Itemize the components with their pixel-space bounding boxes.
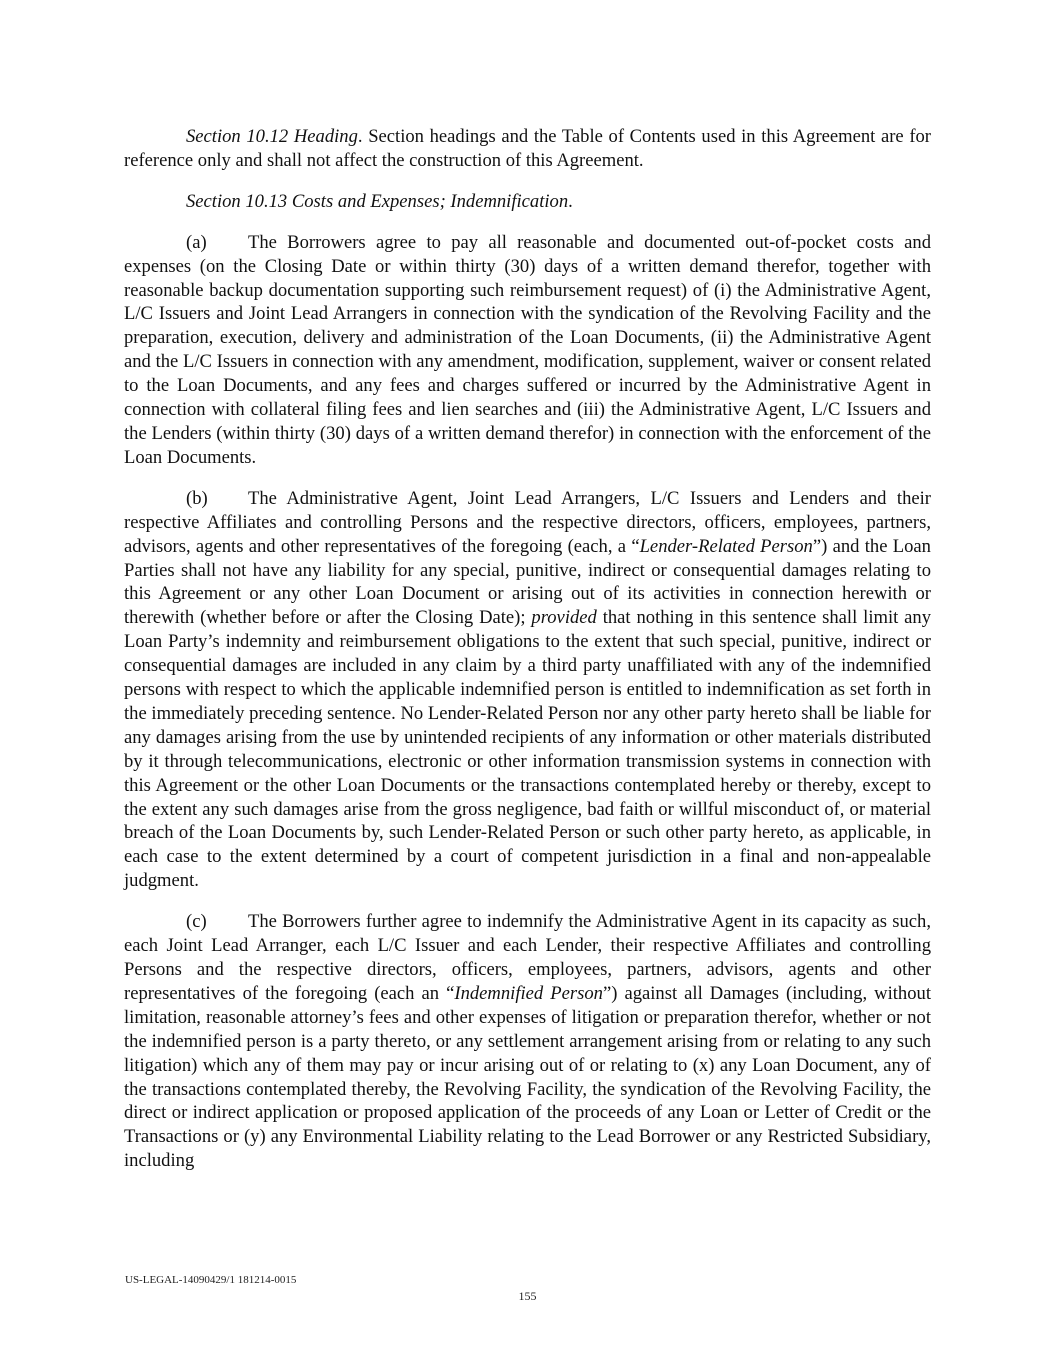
section-10-12-heading-period: . bbox=[357, 126, 363, 147]
paragraph-c-defined-term: Indemnified Person bbox=[454, 982, 603, 1004]
paragraph-b-label: (b) bbox=[186, 487, 208, 509]
section-10-13-heading: Section 10.13 Costs and Expenses; Indemnification bbox=[186, 190, 569, 212]
section-10-12-heading: Section 10.12 Heading bbox=[186, 126, 358, 147]
paragraph-b-text-1: The Administrative Agent, Joint Lead Arrangers, L/C Issuers and Lenders and their respective Affiliates and controlling Persons and the respective directors, officers, employees, partners, advisors, agents and other representatives of the foregoing (each, a “ bbox=[124, 487, 931, 557]
paragraph-a-text: The Borrowers agree to pay all reasonable and documented out-of-pocket costs and expenses (on the Closing Date or within thirty (30) days of a written demand therefor, together with reasonable backup documentation supporting such reimbursement request) of (i) the Administrative Agent, L/C Issuers and Joint Lead Arrangers in connection with the syndication of the Revolving Facility and the preparation, execution, delivery and administration of the Loan Documents, (ii) the Administrative Agent and the L/C Issuers in connection with any amendment, modification, supplement, waiver or consent related to the Loan Documents, and any fees and charges suffered or incurred by the Administrative Agent in connection with collateral filing fees and lien searches and (iii) the Administrative Agent, L/C Issuers and the Lenders (within thirty (30) days of a written demand therefor) in connection with the enforcement of the Loan Documents. bbox=[124, 231, 931, 468]
paragraph-c-text-2: ”) against all Damages (including, without limitation, reasonable attorney’s fees and other expenses of litigation or preparation therefor, whether or not the indemnified person is a party thereto, or any settlement arrangement arising from or relating to any such litigation) which any of them may pay or incur arising out of or relating to (x) any Loan Document, any of the transactions contemplated thereby, the Revolving Facility, the syndication of the Revolving Facility, the direct or indirect application or proposed application of the proceeds of any Loan or Letter of Credit or the Transactions or (y) any Environmental Liability relating to the Lead Borrower or any Restricted Subsidiary, including bbox=[124, 982, 931, 1172]
paragraph-a bbox=[124, 231, 931, 470]
paragraph-c-label: (c) bbox=[186, 911, 207, 933]
paragraph-b bbox=[124, 487, 931, 893]
section-10-12-text: Section headings and the Table of Contents used in this Agreement are for reference only and shall not affect the construction of this Agreement. bbox=[124, 126, 931, 171]
footer-page-number: 155 bbox=[518, 1289, 537, 1303]
paragraph-a-label: (a) bbox=[186, 231, 207, 253]
section-10-12-paragraph bbox=[124, 125, 931, 173]
footer-document-id: US-LEGAL-14090429/1 181214-0015 bbox=[125, 1274, 297, 1286]
section-10-13-heading-line bbox=[124, 190, 931, 214]
paragraph-c-text-1: The Borrowers further agree to indemnify the Administrative Agent in its capacity as such, each Joint Lead Arranger, each L/C Issuer and each Lender, their respective Affiliates and controlling Persons and the respective directors, officers, employees, partners, advisors, agents and other representatives of the foregoing (each an “ bbox=[124, 911, 931, 1004]
paragraph-b-text-3: that nothing in this sentence shall limit any Loan Party’s indemnity and reimbursement obligations to the extent that such special, punitive, indirect or consequential damages are included in any claim by a third party unaffiliated with any of the indemnified persons with respect to which the applicable indemnified person is entitled to indemnification as set forth in the immediately preceding sentence. No Lender-Related Person nor any other party hereto shall be liable for any damages arising from the use by unintended recipients of any information or other materials distributed by it through telecommunications, electronic or other information transmission systems in connection with this Agreement or the other Loan Documents or the transactions contemplated hereby or thereby, except to the extent any such damages arise from the gross negligence, bad faith or willful misconduct of, or material breach of the Loan Documents by, such Lender-Related Person or such other party hereto, as applicable, in each case to the extent determined by a court of competent jurisdiction in a final and non-appealable judgment. bbox=[124, 607, 932, 892]
document-page bbox=[124, 125, 931, 1190]
paragraph-c bbox=[124, 910, 931, 1173]
paragraph-b-defined-term: Lender-Related Person bbox=[639, 535, 813, 557]
section-10-13-heading-period: . bbox=[568, 190, 573, 212]
paragraph-b-proviso: provided bbox=[531, 607, 597, 629]
paragraph-b-text-2: ”) and the Loan Parties shall not have any liability for any special, punitive, indirect or consequential damages relating to this Agreement or any other Loan Document or arising out of its activities in connection herewith or therewith (whether before or after the Closing Date); bbox=[124, 535, 931, 629]
